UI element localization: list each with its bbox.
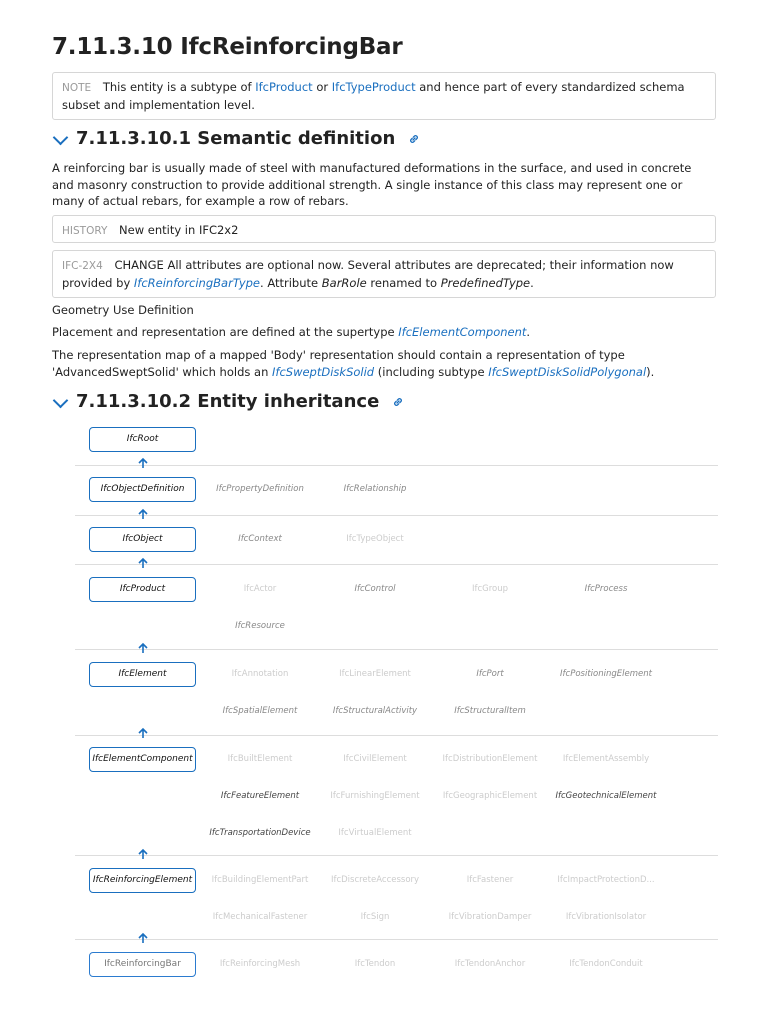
placement-after: . [526,325,531,339]
sibling-ifccontrol[interactable]: IfcControl [354,584,396,594]
change-text: CHANGE All attributes are optional now. Several attributes are deprecated; their information now provided by [62,258,674,290]
sibling-ifcvibrationisolator[interactable]: IfcVibrationIsolator [565,912,647,922]
sibling-ifcresource[interactable]: IfcResource [235,621,285,631]
sibling-ifcpositioningelement[interactable]: IfcPositioningElement [560,669,652,679]
sibling-ifcfurnishingelement[interactable]: IfcFurnishingElement [330,791,420,801]
link-icon[interactable] [392,396,404,408]
sibling-ifcbuildingelementpart[interactable]: IfcBuildingElementPart [211,875,309,885]
note-between: or [316,80,329,94]
history-box [52,215,716,243]
sibling-ifcdistributionelement[interactable]: IfcDistributionElement [442,754,538,764]
sibling-ifclinearelement[interactable]: IfcLinearElement [339,669,411,679]
page-title: 7.11.3.10 IfcReinforcingBar [52,34,403,60]
ifcsweptdisksolid-link[interactable]: IfcSweptDiskSolid [272,364,375,379]
node-ifcelement[interactable]: IfcElement [89,662,196,687]
sibling-ifcstructuralactivity[interactable]: IfcStructuralActivity [332,706,418,716]
note-label: NOTE [62,82,92,94]
arrow-up-icon [137,508,149,520]
sibling-ifcactor[interactable]: IfcActor [243,584,277,594]
history-text: New entity in IFC2x2 [119,223,239,237]
arrow-up-icon [137,557,149,569]
sibling-ifcannotation[interactable]: IfcAnnotation [231,669,289,679]
ifcproduct-link[interactable]: IfcProduct [255,80,313,94]
sibling-ifcport[interactable]: IfcPort [476,669,504,679]
node-ifcelementcomponent[interactable]: IfcElementComponent [89,747,196,772]
change-text4: . [530,275,534,290]
row-separator [75,735,718,736]
sibling-ifcvibrationdamper[interactable]: IfcVibrationDamper [448,912,532,922]
placement-before: Placement and representation are defined at the supertype [52,325,395,339]
sibling-ifctendonanchor[interactable]: IfcTendonAnchor [454,959,526,969]
sibling-ifcvirtualelement[interactable]: IfcVirtualElement [338,828,412,838]
arrow-up-icon [137,932,149,944]
sibling-ifcfeatureelement[interactable]: IfcFeatureElement [220,791,300,801]
node-ifcobjectdefinition[interactable]: IfcObjectDefinition [89,477,196,502]
node-ifcroot[interactable]: IfcRoot [89,427,196,452]
repmap-after: ). [646,364,655,379]
sibling-ifctypeobject[interactable]: IfcTypeObject [346,534,404,544]
sibling-ifcreinforcingmesh[interactable]: IfcReinforcingMesh [219,959,301,969]
chevron-down-icon[interactable] [53,392,69,408]
node-ifcproduct[interactable]: IfcProduct [89,577,196,602]
ifcsweptdisksolidpolygonal-link[interactable]: IfcSweptDiskSolidPolygonal [488,364,647,379]
arrow-up-icon [137,457,149,469]
semantic-definition-heading[interactable] [52,128,420,149]
change-box [52,250,716,298]
change-text3: renamed to [370,275,438,290]
sibling-ifctendonconduit[interactable]: IfcTendonConduit [569,959,643,969]
row-separator [75,939,718,940]
sibling-ifcfastener[interactable]: IfcFastener [466,875,514,885]
node-ifcreinforcingbar[interactable]: IfcReinforcingBar [89,952,196,977]
sibling-ifcpropertydefinition[interactable]: IfcPropertyDefinition [216,484,304,494]
sibling-ifcgeographicelement[interactable]: IfcGeographicElement [442,791,538,801]
change-text2: . Attribute [260,275,319,290]
note-text-after: and hence part of every standardized schema subset and implementation level. [62,80,685,112]
sibling-ifcprocess[interactable]: IfcProcess [584,584,628,594]
geometry-use-heading: Geometry Use Definition [52,303,194,317]
sibling-ifcelementassembly[interactable]: IfcElementAssembly [562,754,650,764]
sibling-ifcgeotechnicalelement[interactable]: IfcGeotechnicalElement [555,791,657,801]
arrow-up-icon [137,727,149,739]
row-separator [75,649,718,650]
node-ifcobject[interactable]: IfcObject [89,527,196,552]
sibling-ifcimpactprotectiond[interactable]: IfcImpactProtectionD... [557,875,655,885]
link-icon[interactable] [408,133,420,145]
row-separator [75,515,718,516]
repmap-paragraph [52,347,716,380]
note-text-before: This entity is a subtype of [102,80,252,94]
change-label: IFC-2X4 [62,260,103,272]
sibling-ifctransportationdevice[interactable]: IfcTransportationDevice [209,828,311,838]
ifcelementcomponent-link[interactable]: IfcElementComponent [398,325,527,339]
entity-inheritance-heading[interactable] [52,391,404,412]
placement-paragraph [52,324,716,341]
row-separator [75,564,718,565]
sibling-ifcstructuralitem[interactable]: IfcStructuralItem [454,706,526,716]
arrow-up-icon [137,642,149,654]
sibling-ifccivilelement[interactable]: IfcCivilElement [343,754,407,764]
semantic-paragraph: A reinforcing bar is usually made of steel with manufactured deformations in the surface, and used in concrete and masonry construction to provide additional strength. A single instance of this class may represent one or many of actual rebars, for example a row of rebars. [52,161,692,208]
arrow-up-icon [137,848,149,860]
row-separator [75,465,718,466]
sibling-ifcgroup[interactable]: IfcGroup [471,584,509,594]
row-separator [75,855,718,856]
sibling-ifcbuiltelement[interactable]: IfcBuiltElement [227,754,293,764]
predefinedtype-attr: PredefinedType [440,275,531,290]
node-ifcreinforcingelement[interactable]: IfcReinforcingElement [89,868,196,893]
sibling-ifcmechanicalfastener[interactable]: IfcMechanicalFastener [212,912,308,922]
sibling-ifcsign[interactable]: IfcSign [360,912,390,922]
repmap-mid: (including subtype [377,364,485,379]
sibling-ifcrelationship[interactable]: IfcRelationship [343,484,407,494]
ifcreinforcingbartype-link[interactable]: IfcReinforcingBarType [133,275,261,290]
sibling-ifccontext[interactable]: IfcContext [238,534,282,544]
ifctypeproduct-link[interactable]: IfcTypeProduct [331,80,416,94]
barrole-attr: BarRole [321,275,367,290]
history-label: HISTORY [62,225,108,237]
sibling-ifcspatialelement[interactable]: IfcSpatialElement [222,706,298,716]
inheritance-heading-text: 7.11.3.10.2 Entity inheritance [76,391,380,412]
repmap-before: The representation map of a mapped 'Body' representation should contain a representation of type 'AdvancedSweptSolid' which holds an [52,348,625,379]
chevron-down-icon[interactable] [53,129,69,145]
sibling-ifctendon[interactable]: IfcTendon [354,959,396,969]
semantic-heading-text: 7.11.3.10.1 Semantic definition [76,128,396,149]
sibling-ifcdiscreteaccessory[interactable]: IfcDiscreteAccessory [330,875,420,885]
note-box [52,72,716,120]
